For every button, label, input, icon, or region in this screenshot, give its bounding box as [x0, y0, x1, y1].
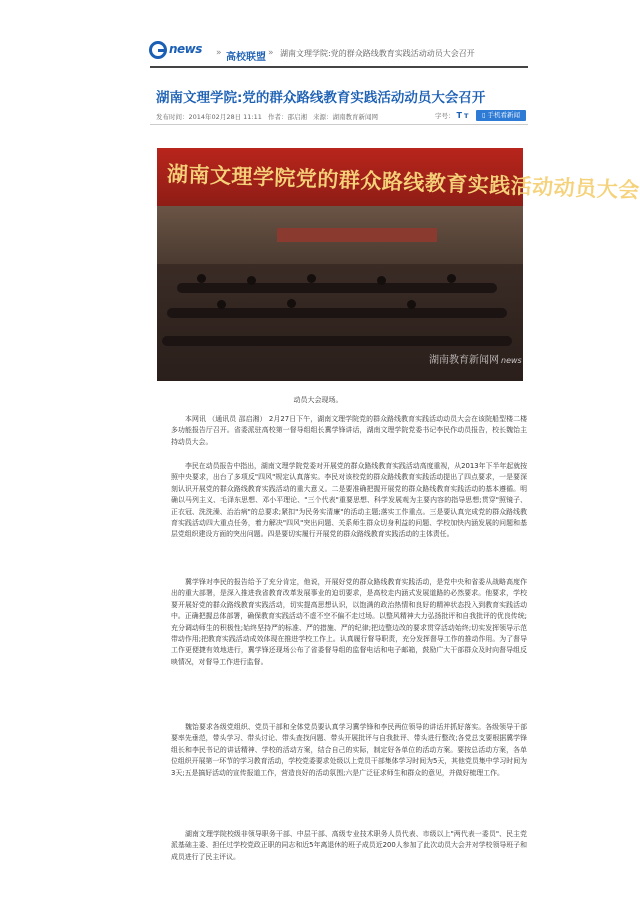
audience-head — [407, 300, 416, 309]
audience-row — [177, 283, 497, 293]
article-paragraph: 湖南文理学院校级非领导职务干部、中层干部、高级专业技术职务人员代表、市级以上"两代表一委员"、民主党派基础主委、担任过学校党政正职的同志和近5年离退休的班子成员近200人参加了此次动员大会并对学校领导班子和成员进行了民主评议。 — [171, 830, 527, 861]
breadcrumb-separator: » — [216, 48, 222, 58]
header-divider — [150, 66, 528, 68]
article-meta — [156, 112, 382, 121]
font-size-control — [435, 111, 468, 120]
audience-head — [247, 276, 256, 285]
photo-banner — [157, 148, 640, 206]
article-paragraph: 本网讯 （通讯员 邵启湘） 2月27日下午，湖南文理学院党的群众路线教育实践活动动员大会在该院船型楼二楼多功能报告厅召开。省委派驻高校第一督导组组长冀学锋讲话，湖南文理学院党委书记李民作动员报告，校长魏饴主持动员大会。 — [171, 415, 527, 446]
meta-divider — [150, 124, 528, 125]
watermark-text: 湖南教育新闻网 — [429, 355, 499, 366]
site-logo[interactable] — [149, 40, 211, 64]
photo-caption: 动员大会现场。 — [293, 396, 343, 404]
photo-podium-table — [277, 228, 437, 242]
font-size-small-button[interactable]: T — [463, 112, 469, 120]
audience-head — [217, 300, 226, 309]
audience-row — [162, 336, 512, 346]
article-paragraph: 冀学锋对李民的报告给予了充分肯定，他说，开展好党的群众路线教育实践活动，是党中央和省委从战略高度作出的重大部署，是深入推进我省教育改革发展事业的迫切要求，是高校走内涵式发展道路的必然要求。他要求，学校要开展好党的群众路线教育实践活动，切实提高思想认识，以饱满的政治热情和良好的精神状态投入到教育实践活动中。正确把握总体部署，确保教育实践活动不虚不空不偏不走过场。以整风精神大力弘扬批评和自我批评的优良传统;充分调动师生的积极性;始终坚持严的标准、严的措施、严的纪律;把边整边改的要求贯穿活动始终;切实发挥领导示范带动作用;把教育实践活动成效体现在推进学校工作上。认真履行督导职责，充分发挥督导工作的推动作用。为了督导工作更便捷有效地进行，冀学锋还现场公布了省委督导组的监督电话和电子邮箱，鼓励广大干部群众及时向督导组反映情况，对督导工作进行监督。 — [171, 578, 527, 666]
breadcrumb-section-link[interactable]: 高校联盟 — [226, 52, 266, 63]
mobile-news-label: 手机看新闻 — [487, 111, 521, 119]
article-paragraph: 魏饴要求各级党组织、党员干部和全体党员要认真学习冀学锋和李民两位领导的讲话并抓好落实。各级领导干部要率先垂范，带头学习、带头讨论、带头查找问题、带头开展批评与自我批评、带头进行整改;各党总支要根据冀学锋组长和李民书记的讲话精神、学校的活动方案，结合自己的实际，制定好各单位的活动方案。要按总活动方案，各单位组织开展第一环节的学习教育活动，学校党委要求处级以上党员干部集体学习时间为5天，其他党员集中学习时间为3天;五是搞好活动的宣传报道工作，营造良好的活动氛围;六是广泛征求师生和群众的意见，并做好梳理工作。 — [171, 723, 527, 777]
photo-watermark — [429, 351, 522, 366]
phone-icon: ▯ — [481, 111, 486, 119]
source: 来源：湖南教育新闻网 — [313, 113, 379, 121]
audience-row — [167, 308, 507, 318]
logo-text: news — [169, 42, 202, 56]
watermark-logo-text: news — [501, 356, 522, 365]
audience-head — [197, 274, 206, 283]
author: 作者：邵启湘 — [267, 113, 307, 121]
article-photo — [157, 148, 640, 381]
font-size-large-button[interactable]: T — [456, 111, 462, 120]
breadcrumb-current: 湖南文理学院:党的群众路线教育实践活动动员大会召开 — [280, 49, 475, 58]
publish-time: 发布时间：2014年02月28日 11:11 — [156, 113, 262, 121]
audience-head — [377, 276, 386, 285]
article-title: 湖南文理学院:党的群众路线教育实践活动动员大会召开 — [156, 90, 486, 106]
audience-head — [307, 274, 316, 283]
breadcrumb-separator: » — [268, 48, 274, 58]
mobile-news-button[interactable] — [476, 110, 526, 121]
font-size-label: 字号： — [435, 112, 455, 120]
audience-head — [287, 299, 296, 308]
photo-banner-text: 湖南文理学院党的群众路线教育实践活动动员大会 — [166, 162, 640, 203]
article-paragraph: 李民在动员报告中指出，湖南文理学院党委对开展党的群众路线教育实践活动高度重视，从2013年下半年起就按照中央要求，出台了多项反"四风"规定认真落实。李民对该校党的群众路线教育实践活动提出了四点要求，一是要深刻认识开展党的群众路线教育实践活动的重大意义。二是要准确把握开展党的群众路线教育实践活动的基本遵循。明确以马列主义、毛泽东思想、邓小平理论、"三个代表"重要思想、科学发展观为主要内容的指导思想;贯穿"照镜子、正衣冠、洗洗澡、治治病"的总要求;紧扣"为民务实清廉"的活动主题;落实工作重点。三是要认真完成党的群众路线教育实践活动四大重点任务，着力解决"四风"突出问题、关系师生群众切身利益的问题、学校加快内涵发展的问题和基层党组织建设方面的突出问题。四是要切实履行开展党的群众路线教育实践活动的主体责任。 — [171, 462, 527, 539]
audience-head — [447, 274, 456, 283]
logo-ring-icon — [149, 41, 167, 59]
